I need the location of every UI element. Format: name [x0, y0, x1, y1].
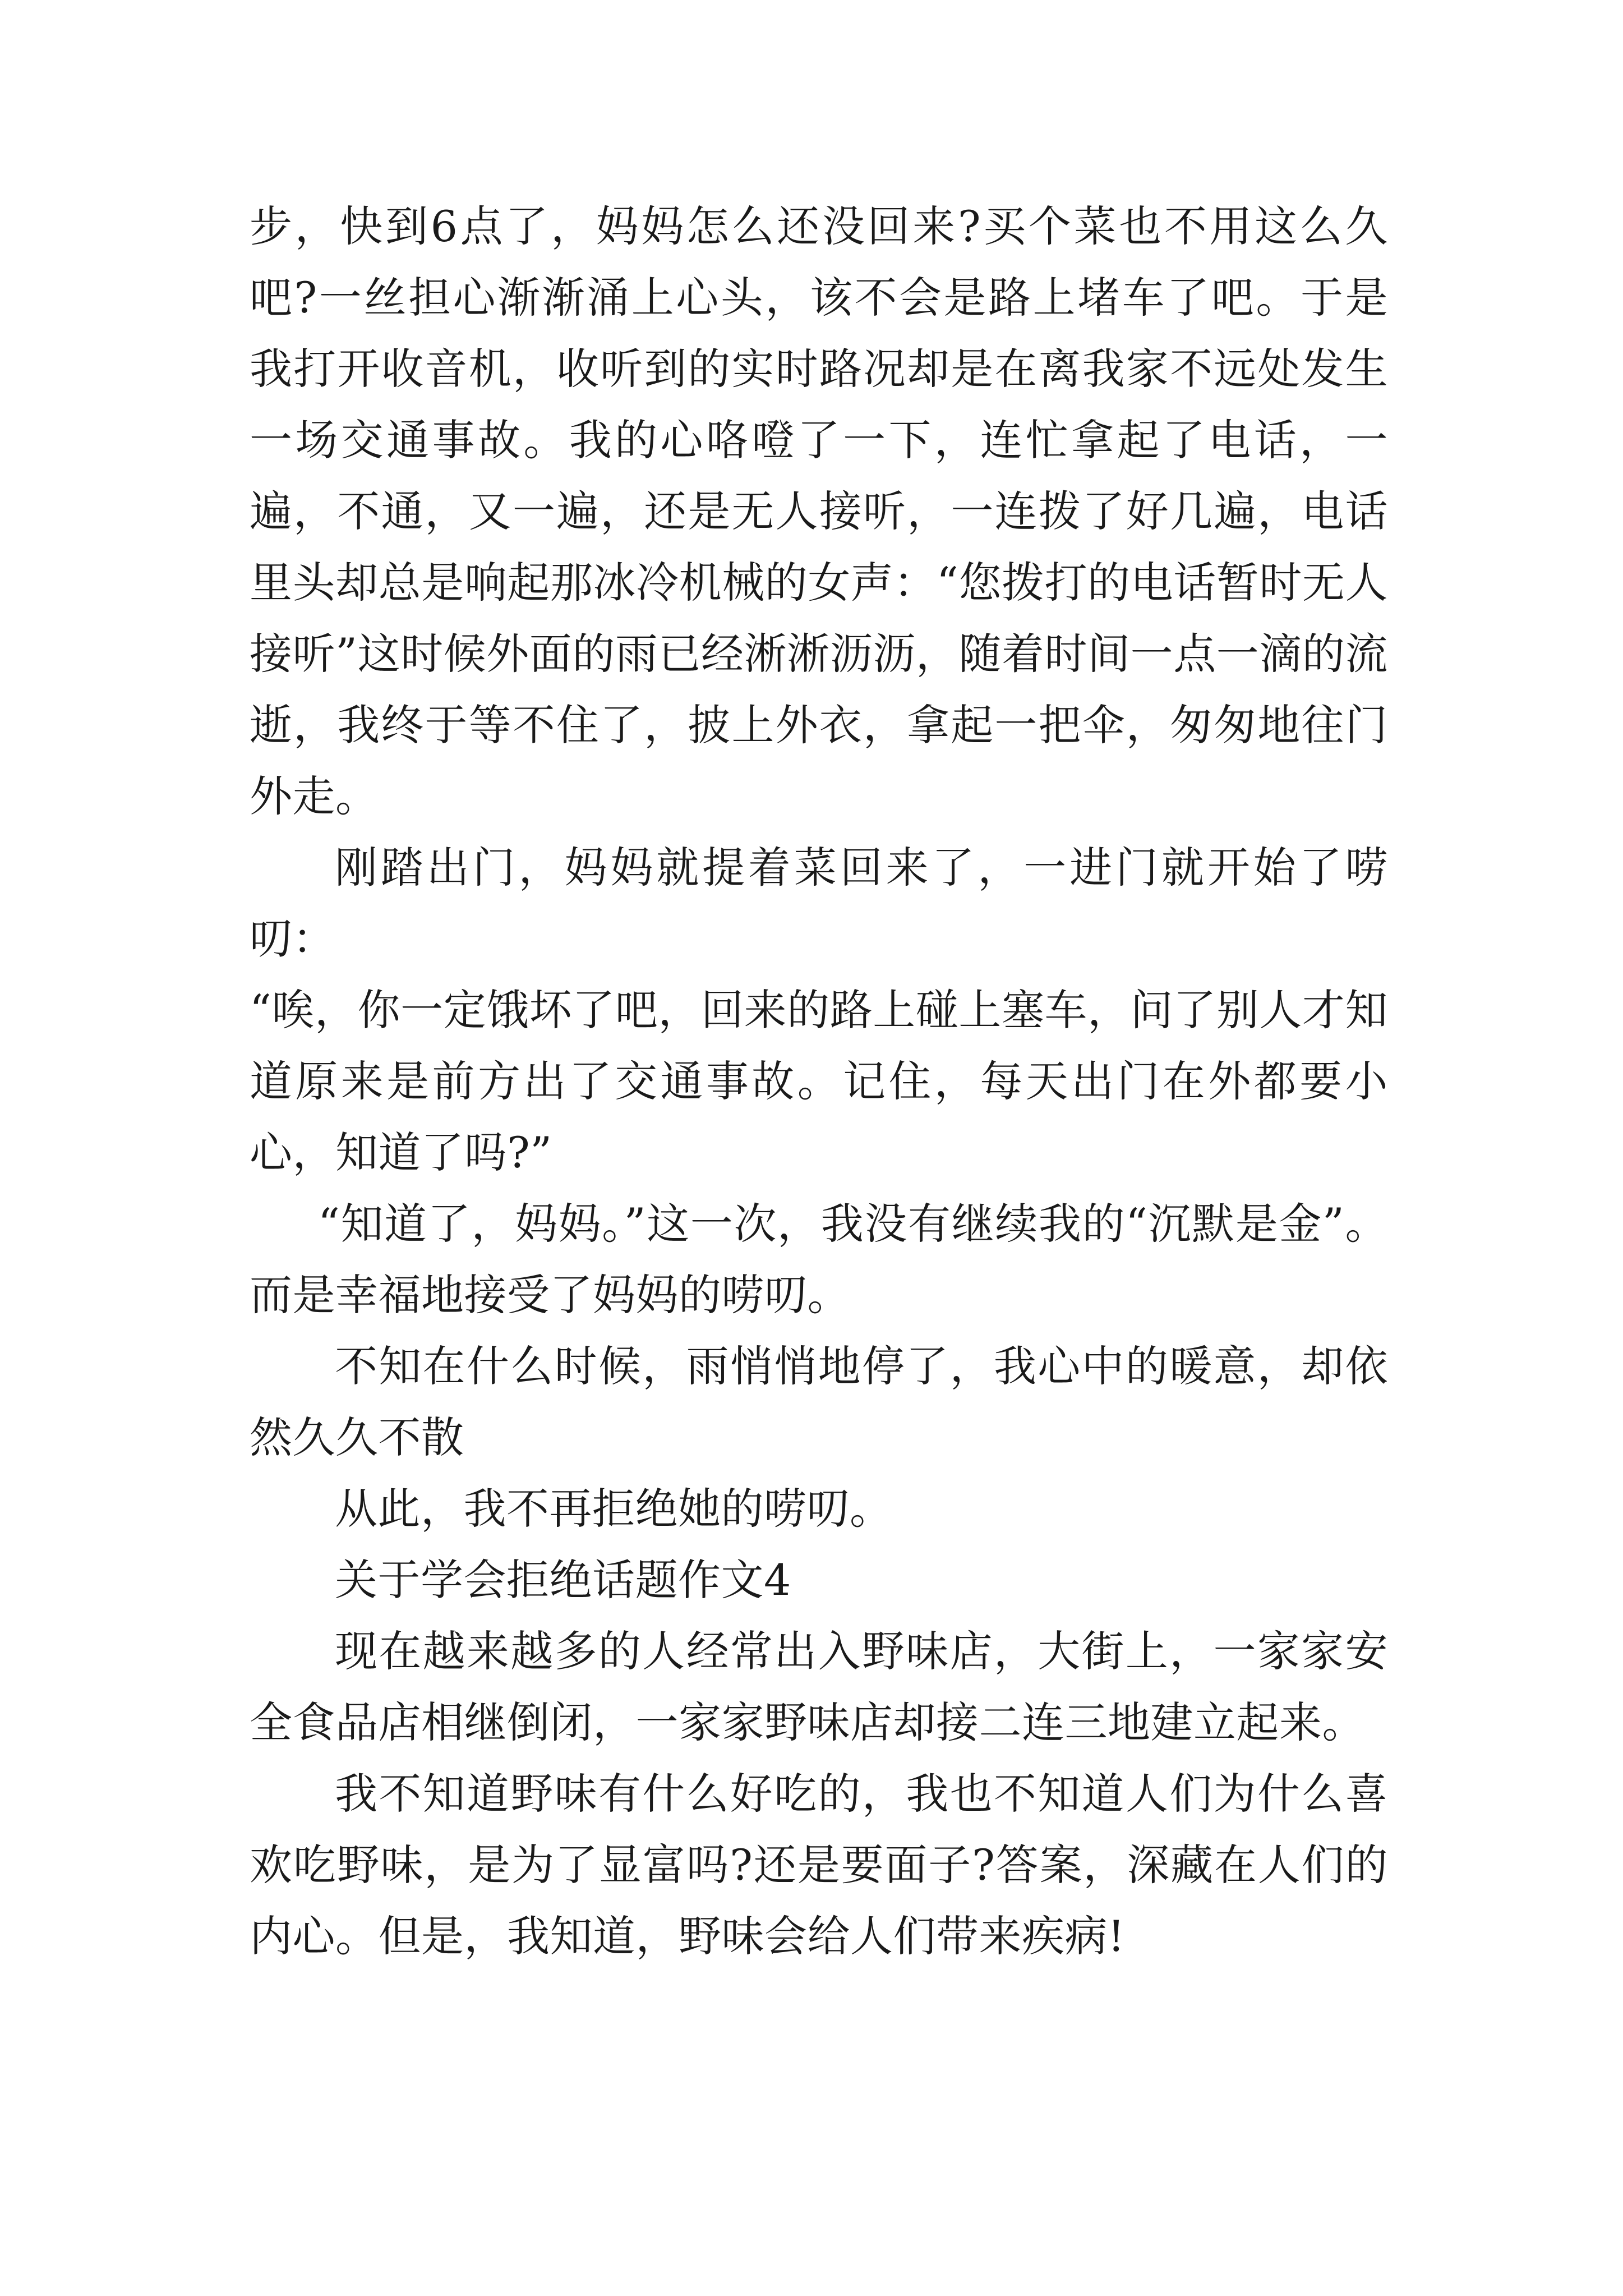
essay-heading: 关于学会拒绝话题作文4 [335, 1555, 791, 1605]
paragraph-game-shops: 现在越来越多的人经常出入野味店，大街上，一家家安全食品店相继倒闭，一家家野味店却接二连三地建立起来。 [250, 1626, 1388, 1747]
paragraph-game-disease: 我不知道野味有什么好吃的，我也不知道人们为什么喜欢吃野味，是为了显富吗?还是要面子?答案，深藏在人们的内心。但是，我知道，野味会给人们带来疾病! [250, 1769, 1388, 1961]
paragraph-reply: “知道了，妈妈。”这一次，我没有继续我的“沉默是金”。而是幸福地接受了妈妈的唠叨。 [250, 1199, 1388, 1320]
paragraph-conclusion: 从此，我不再拒绝她的唠叨。 [335, 1484, 893, 1534]
paragraph-rain-stopped: 不知在什么时候，雨悄悄地停了，我心中的暖意，却依然久久不散 [250, 1341, 1388, 1462]
document-page [250, 191, 1388, 1972]
paragraph-mother-speech: “唉，你一定饿坏了吧，回来的路上碰上塞车，问了别人才知道原来是前方出了交通事故。记住，每天出门在外都要小心，知道了吗?” [250, 985, 1388, 1177]
paragraph-rain-wait: 步，快到6点了，妈妈怎么还没回来?买个菜也不用这么久吧?一丝担心渐渐涌上心头，该不会是路上堵车了吧。于是我打开收音机，收听到的实时路况却是在离我家不远处发生一场交通事故。我的心咯噔了一下，连忙拿起了电话，一遍，不通，又一遍，还是无人接听，一连拨了好几遍，电话里头却总是响起那冰冷机械的女声：“您拨打的电话暂时无人接听”这时候外面的雨已经淅淅沥沥，随着时间一点一滴的流逝，我终于等不住了，披上外衣，拿起一把伞，匆匆地往门外走。 [250, 201, 1388, 821]
paragraph-mother-returns: 刚踏出门，妈妈就提着菜回来了，一进门就开始了唠叨： [250, 843, 1388, 964]
